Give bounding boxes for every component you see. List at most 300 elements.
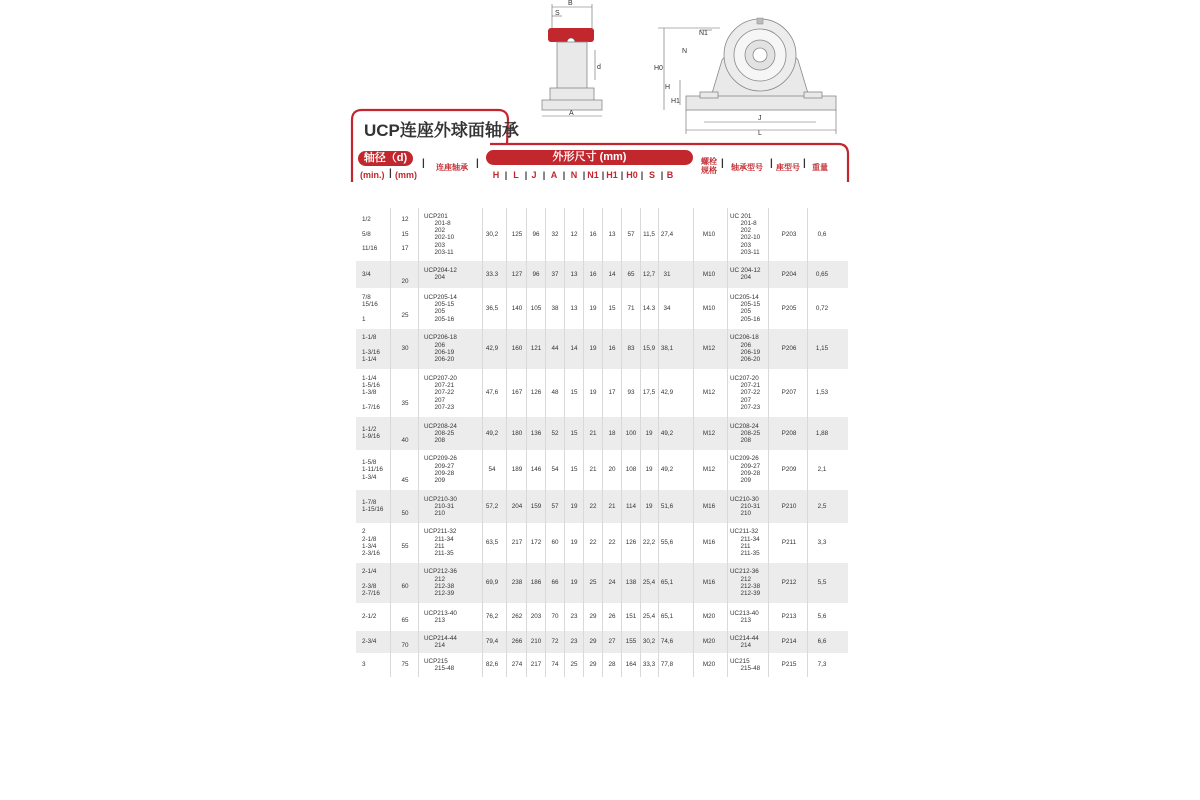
table-divider [727,603,728,631]
cell-l: 262 [511,613,523,621]
cell-h: 54 [488,466,496,474]
cell-l: 217 [511,539,523,547]
cell-bolt: M20 [702,638,716,646]
cell-n1: 25 [589,579,597,587]
dim-col-header: H1 [606,170,618,180]
header-separator: | [601,170,605,180]
dim-label-N1: N1 [699,30,708,37]
cell-bearing: UC213-40 213 [730,609,759,624]
cell-h0: 57 [627,230,635,238]
bolt-size-header [701,157,717,175]
cell-mm: 60 [401,582,409,590]
table-divider [807,208,808,261]
table-divider [727,450,728,490]
cell-inch: 7/8 15/16 1 [362,293,378,323]
cell-inch: 3 [362,661,366,669]
cell-h0: 164 [625,661,637,669]
cell-housing: P215 [781,661,797,669]
dim-label-L: L [758,130,762,137]
table-divider [693,490,694,523]
table-divider [807,603,808,631]
cell-inch: 2-1/2 [362,613,377,621]
cell-j: 96 [532,270,540,278]
cell-h: 49,2 [485,429,499,437]
table-row [356,288,848,329]
cell-a: 74 [551,661,559,669]
cell-h: 30,2 [485,230,499,238]
table-divider [390,631,391,653]
cell-weight: 5,5 [817,579,827,587]
cell-bolt: M10 [702,270,716,278]
dim-col-header: H0 [626,170,638,180]
cell-weight: 1,15 [815,345,829,353]
cell-bearing: UC 201 201-8 202 202-10 203 203-11 [730,212,761,257]
cell-weight: 0,65 [815,270,829,278]
cell-b: 34 [663,304,671,312]
table-divider [506,329,507,369]
cell-unit: UCP215 215-48 [424,657,455,672]
cell-h: 79,4 [485,638,499,646]
cell-b: 65,1 [660,613,674,621]
cell-n1: 19 [589,389,597,397]
header-separator: | [803,158,806,169]
cell-a: 60 [551,539,559,547]
table-divider [506,261,507,288]
cell-n: 12 [570,230,578,238]
cell-bearing: UC215 215-48 [730,657,761,672]
table-row [356,329,848,369]
cell-weight: 7,3 [817,661,827,669]
cell-n1: 22 [589,502,597,510]
table-divider [693,653,694,677]
cell-l: 125 [511,230,523,238]
table-divider [418,653,419,677]
dim-col-header: L [513,170,519,180]
header-separator: | [524,170,528,180]
cell-h: 69,9 [485,579,499,587]
cell-l: 238 [511,579,523,587]
cell-a: 54 [551,466,559,474]
cell-mm: 50 [401,510,409,518]
cell-mm: 55 [401,542,409,550]
table-divider [727,208,728,261]
side-view-drawing [542,4,602,116]
cell-n: 13 [570,270,578,278]
cell-bearing: UC210-30 210-31 210 [730,495,761,518]
cell-h0: 155 [625,638,637,646]
cell-b: 38,1 [660,345,674,353]
cell-mm: 70 [401,641,409,649]
table-divider [418,261,419,288]
table-divider [727,417,728,450]
table-divider [807,490,808,523]
cell-housing: P203 [781,230,797,238]
cell-housing: P207 [781,389,797,397]
cell-h1: 15 [608,304,616,312]
cell-s: 14.3 [642,304,656,312]
cell-h: 47,6 [485,389,499,397]
table-divider [418,490,419,523]
table-divider [506,603,507,631]
cell-j: 96 [532,230,540,238]
cell-l: 180 [511,429,523,437]
shaft-diameter-label: 轴径（d) [358,151,413,166]
cell-bolt: M12 [702,429,716,437]
header-separator: | [389,168,392,179]
cell-unit: UCP211-32 211-34 211 211-35 [424,528,457,558]
dim-label-d: d [597,64,601,71]
cell-weight: 0,72 [815,304,829,312]
cell-n: 19 [570,539,578,547]
table-divider [390,208,391,261]
cell-l: 274 [511,661,523,669]
table-divider [807,261,808,288]
table-divider [807,631,808,653]
cell-mm: 12 15 17 [401,216,409,253]
dim-col-header: N1 [587,170,599,180]
table-divider [506,208,507,261]
cell-s: 15,9 [642,345,656,353]
cell-h1: 26 [608,613,616,621]
cell-j: 203 [530,613,542,621]
bolt-size-header-line1: 螺栓 [701,157,717,166]
cell-h1: 20 [608,466,616,474]
cell-b: 27,4 [660,230,674,238]
cell-j: 126 [530,389,542,397]
cell-weight: 2,1 [817,466,827,474]
table-row [356,523,848,563]
cell-b: 51,6 [660,502,674,510]
cell-h0: 65 [627,270,635,278]
cell-inch: 1-1/4 1-5/16 1-3/8 1-7/16 [362,374,380,411]
cell-h0: 93 [627,389,635,397]
cell-housing: P204 [781,270,797,278]
cell-bolt: M16 [702,502,716,510]
cell-n: 25 [570,661,578,669]
cell-h1: 22 [608,539,616,547]
outer-dimensions-label: 外形尺寸 (mm) [486,150,693,165]
cell-bearing: UC211-32 211-34 211 211-35 [730,528,760,558]
table-divider [506,563,507,603]
cell-mm: 35 [401,400,409,408]
cell-s: 25,4 [642,579,656,587]
table-divider [418,288,419,329]
table-divider [506,369,507,417]
cell-a: 44 [551,345,559,353]
cell-a: 52 [551,429,559,437]
cell-mm: 45 [401,477,409,485]
cell-b: 65,1 [660,579,674,587]
table-divider [807,417,808,450]
cell-l: 127 [511,270,523,278]
dim-col-header: J [531,170,537,180]
cell-a: 66 [551,579,559,587]
table-divider [693,288,694,329]
cell-unit: UCP206-18 206 206-19 206-20 [424,334,457,364]
cell-b: 31 [663,270,671,278]
table-divider [807,523,808,563]
dim-label-J: J [758,115,762,122]
cell-n1: 21 [589,429,597,437]
cell-h0: 71 [627,304,635,312]
cell-mm: 75 [401,661,409,669]
cell-bearing: UC207-20 207-21 207-22 207 207-23 [730,374,761,411]
header-separator: | [582,170,586,180]
header-separator: | [721,158,724,169]
cell-s: 33,3 [642,661,656,669]
bearing-unit-header: 连座轴承 [436,163,468,172]
cell-n: 15 [570,429,578,437]
header-separator: | [562,170,566,180]
cell-inch: 1/2 5/8 11/16 [362,216,378,253]
cell-h1: 14 [608,270,616,278]
table-divider [506,653,507,677]
cell-bearing: UC208-24 208-25 208 [730,422,761,445]
table-divider [727,329,728,369]
table-divider [418,603,419,631]
cell-weight: 0,6 [817,230,827,238]
cell-n1: 21 [589,466,597,474]
header-separator: | [640,170,644,180]
dim-col-header: B [666,170,674,180]
cell-bearing: UC209-26 209-27 209-28 209 [730,455,761,485]
unit-inch-label: (min.) [360,170,385,180]
table-row [356,490,848,523]
cell-unit: UCP214-44 214 [424,634,457,649]
table-divider [693,417,694,450]
cell-h: 33.3 [485,270,499,278]
bolt-size-header-line2: 规格 [701,166,717,175]
cell-inch: 2-1/4 2-3/8 2-7/16 [362,568,380,598]
cell-h1: 24 [608,579,616,587]
table-divider [390,329,391,369]
table-divider [390,603,391,631]
cell-j: 217 [530,661,542,669]
table-divider [418,417,419,450]
table-row [356,653,848,677]
cell-j: 172 [530,539,542,547]
cell-unit: UCP204-12 204 [424,267,457,282]
table-divider [390,450,391,490]
table-divider [693,208,694,261]
cell-l: 266 [511,638,523,646]
cell-h1: 17 [608,389,616,397]
cell-n: 15 [570,466,578,474]
cell-bolt: M12 [702,345,716,353]
cell-unit: UCP210-30 210-31 210 [424,495,457,518]
header-separator: | [422,158,425,169]
table-row [356,417,848,450]
cell-s: 19 [645,502,653,510]
cell-unit: UCP212-36 212 212-38 212-39 [424,568,457,598]
cell-b: 42,9 [660,389,674,397]
table-divider [506,450,507,490]
cell-housing: P208 [781,429,797,437]
table-divider [693,563,694,603]
table-divider [727,653,728,677]
cell-h1: 27 [608,638,616,646]
table-row [356,603,848,631]
header-separator: | [542,170,546,180]
table-divider [418,208,419,261]
header-separator: | [770,158,773,169]
cell-n: 15 [570,389,578,397]
cell-h: 36,5 [485,304,499,312]
table-divider [506,523,507,563]
cell-mm: 25 [401,312,409,320]
table-divider [693,369,694,417]
table-divider [418,450,419,490]
cell-housing: P206 [781,345,797,353]
dim-col-header: A [550,170,558,180]
cell-n1: 29 [589,661,597,669]
table-divider [727,563,728,603]
table-divider [418,369,419,417]
cell-n1: 29 [589,613,597,621]
cell-bearing: UC212-36 212 212-38 212-39 [730,568,761,598]
cell-weight: 6,6 [817,638,827,646]
cell-unit: UCP205-14 205-15 205 205-16 [424,293,457,323]
cell-weight: 5,6 [817,613,827,621]
cell-n: 23 [570,613,578,621]
cell-bolt: M20 [702,661,716,669]
table-divider [390,288,391,329]
cell-inch: 1-7/8 1-15/16 [362,499,384,514]
cell-h1: 21 [608,502,616,510]
cell-mm: 65 [401,616,409,624]
dim-label-S: S [555,10,560,17]
cell-a: 32 [551,230,559,238]
cell-l: 160 [511,345,523,353]
cell-n1: 22 [589,539,597,547]
cell-inch: 1-5/8 1-11/16 1-3/4 [362,459,383,481]
cell-s: 22,2 [642,539,656,547]
cell-j: 159 [530,502,542,510]
table-divider [727,261,728,288]
table-divider [506,631,507,653]
table-divider [693,631,694,653]
dim-label-H1: H1 [671,98,680,105]
dim-col-header: S [648,170,655,180]
cell-a: 37 [551,270,559,278]
cell-j: 210 [530,638,542,646]
cell-j: 105 [530,304,542,312]
cell-n: 19 [570,579,578,587]
cell-housing: P205 [781,304,797,312]
cell-j: 136 [530,429,542,437]
cell-weight: 2,5 [817,502,827,510]
cell-bolt: M10 [702,304,716,312]
cell-unit: UCP208-24 208-25 208 [424,422,457,445]
table-divider [727,631,728,653]
cell-a: 48 [551,389,559,397]
header-separator: | [504,170,508,180]
cell-l: 140 [511,304,523,312]
page-title: UCP连座外球面轴承 [364,121,519,140]
table-divider [390,523,391,563]
table-row [356,261,848,288]
cell-h0: 138 [625,579,637,587]
cell-a: 38 [551,304,559,312]
cell-h: 42,9 [485,345,499,353]
table-divider [693,261,694,288]
table-divider [807,653,808,677]
cell-inch: 1-1/8 1-3/16 1-1/4 [362,334,380,364]
cell-inch: 2-3/4 [362,638,377,646]
table-divider [506,417,507,450]
cell-mm: 30 [401,345,409,353]
table-divider [693,450,694,490]
cell-bolt: M12 [702,466,716,474]
bearing-spec-table [356,208,848,677]
table-divider [418,631,419,653]
cell-j: 146 [530,466,542,474]
dim-col-header: N [570,170,578,180]
cell-s: 17,5 [642,389,656,397]
cell-housing: P213 [781,613,797,621]
cell-bearing: UC 204-12 204 [730,267,761,282]
table-divider [807,563,808,603]
housing-model-header: 座型号 [776,163,800,172]
cell-mm: 20 [401,278,409,286]
cell-n1: 29 [589,638,597,646]
cell-bolt: M16 [702,579,716,587]
table-divider [418,523,419,563]
cell-h0: 108 [625,466,637,474]
table-divider [807,369,808,417]
cell-s: 11,5 [643,230,655,238]
table-divider [390,369,391,417]
cell-h: 82,6 [485,661,499,669]
cell-housing: P209 [781,466,797,474]
table-divider [693,523,694,563]
cell-mm: 40 [401,437,409,445]
bearing-model-header: 轴承型号 [731,163,763,172]
cell-weight: 1,53 [815,389,829,397]
cell-weight: 1,88 [815,429,829,437]
dim-label-H: H [665,84,671,91]
header-separator: | [620,170,624,180]
dim-label-B: B [568,0,573,7]
table-divider [506,288,507,329]
cell-housing: P214 [781,638,797,646]
table-divider [727,523,728,563]
dim-col-header: H [492,170,500,180]
cell-b: 49,2 [660,429,674,437]
table-row [356,450,848,490]
cell-bolt: M20 [702,613,716,621]
cell-s: 25,4 [642,613,656,621]
table-divider [390,653,391,677]
dim-label-H0: H0 [654,65,663,72]
table-divider [807,450,808,490]
table-row [356,369,848,417]
table-divider [727,369,728,417]
cell-n: 23 [570,638,578,646]
weight-header: 重量 [812,163,828,172]
table-divider [727,490,728,523]
cell-unit: UCP213-40 213 [424,609,457,624]
cell-h0: 114 [625,502,637,510]
table-divider [807,329,808,369]
cell-h: 63,5 [485,539,499,547]
cell-b: 49,2 [660,466,674,474]
cell-s: 30,2 [642,638,656,646]
cell-bolt: M16 [702,539,716,547]
table-divider [418,329,419,369]
cell-h0: 126 [625,539,637,547]
cell-housing: P211 [781,539,797,547]
